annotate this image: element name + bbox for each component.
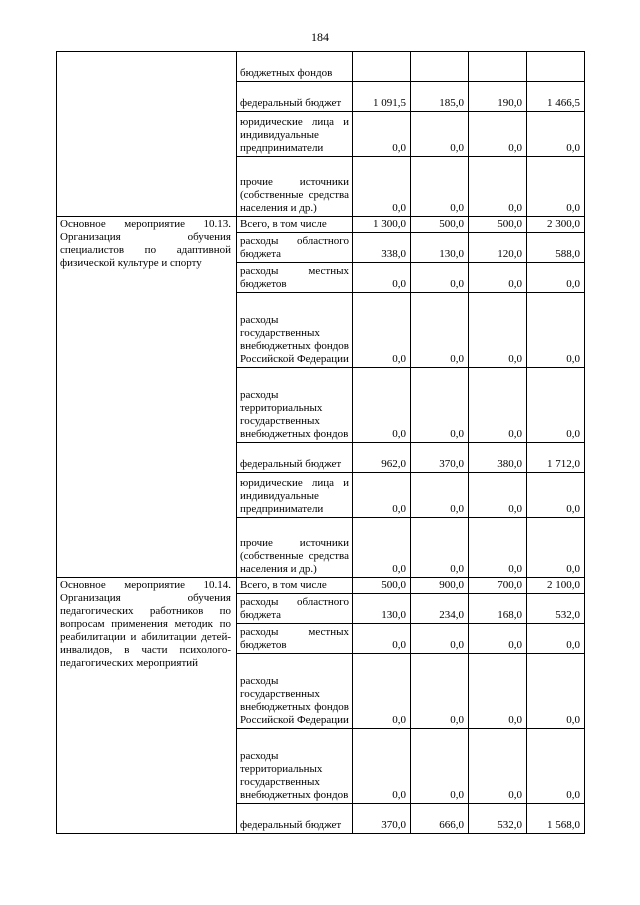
value-cell: 370,0 <box>411 443 469 473</box>
value-cell <box>469 52 527 82</box>
value-cell: 1 712,0 <box>527 443 585 473</box>
value-cell: 0,0 <box>353 473 411 518</box>
value-cell: 380,0 <box>469 443 527 473</box>
value-cell: 0,0 <box>411 157 469 217</box>
value-cell: 666,0 <box>411 804 469 834</box>
value-cell: 0,0 <box>469 473 527 518</box>
value-cell: 0,0 <box>353 293 411 368</box>
value-cell: 0,0 <box>527 368 585 443</box>
value-cell: 0,0 <box>469 518 527 578</box>
value-cell: 700,0 <box>469 578 527 594</box>
value-cell: 0,0 <box>527 112 585 157</box>
value-cell: 0,0 <box>527 293 585 368</box>
table-row <box>57 578 585 594</box>
value-cell: 0,0 <box>469 157 527 217</box>
value-cell: 900,0 <box>411 578 469 594</box>
value-cell: 0,0 <box>469 368 527 443</box>
value-cell: 0,0 <box>469 293 527 368</box>
source-cell: расходы территориальных государственных внебюджетных фондов <box>237 729 353 804</box>
value-cell: 2 300,0 <box>527 217 585 233</box>
value-cell: 962,0 <box>353 443 411 473</box>
value-cell: 0,0 <box>411 518 469 578</box>
value-cell: 0,0 <box>469 263 527 293</box>
value-cell: 0,0 <box>411 112 469 157</box>
source-cell: юридические лица и индивидуальные предприниматели <box>237 473 353 518</box>
event-cell: Основное мероприятие 10.13. Организация обучения специалистов по адаптивной физической культуре и спорту <box>57 217 237 578</box>
value-cell: 0,0 <box>353 729 411 804</box>
value-cell: 120,0 <box>469 233 527 263</box>
value-cell: 0,0 <box>411 473 469 518</box>
value-cell: 0,0 <box>469 112 527 157</box>
budget-table <box>56 51 585 834</box>
value-cell: 234,0 <box>411 594 469 624</box>
value-cell: 500,0 <box>411 217 469 233</box>
source-cell: Всего, в том числе <box>237 578 353 594</box>
value-cell: 0,0 <box>411 729 469 804</box>
value-cell: 0,0 <box>353 624 411 654</box>
value-cell: 0,0 <box>527 654 585 729</box>
source-cell: расходы местных бюджетов <box>237 263 353 293</box>
value-cell: 338,0 <box>353 233 411 263</box>
event-cell: Основное мероприятие 10.14. Организация обучения педагогических работников по вопросам применения методик по реабилитации и абилитации детей-инвалидов, в части психолого-педагогических мероприятий <box>57 578 237 834</box>
value-cell: 500,0 <box>353 578 411 594</box>
value-cell: 1 466,5 <box>527 82 585 112</box>
page-number: 184 <box>311 30 329 44</box>
source-cell: федеральный бюджет <box>237 804 353 834</box>
source-cell: Всего, в том числе <box>237 217 353 233</box>
value-cell: 500,0 <box>469 217 527 233</box>
source-cell: федеральный бюджет <box>237 443 353 473</box>
value-cell: 0,0 <box>527 157 585 217</box>
source-cell: расходы государственных внебюджетных фондов Российской Федерации <box>237 654 353 729</box>
value-cell: 0,0 <box>411 654 469 729</box>
value-cell <box>411 52 469 82</box>
value-cell: 185,0 <box>411 82 469 112</box>
event-cell <box>57 52 237 217</box>
table-row <box>57 217 585 233</box>
value-cell: 190,0 <box>469 82 527 112</box>
value-cell: 130,0 <box>411 233 469 263</box>
value-cell: 0,0 <box>353 263 411 293</box>
value-cell: 370,0 <box>353 804 411 834</box>
value-cell: 0,0 <box>469 729 527 804</box>
value-cell: 0,0 <box>353 157 411 217</box>
value-cell: 0,0 <box>353 112 411 157</box>
value-cell: 0,0 <box>527 263 585 293</box>
source-cell: расходы местных бюджетов <box>237 624 353 654</box>
source-cell: расходы областного бюджета <box>237 594 353 624</box>
value-cell: 1 091,5 <box>353 82 411 112</box>
value-cell: 1 300,0 <box>353 217 411 233</box>
source-cell: федеральный бюджет <box>237 82 353 112</box>
source-cell: прочие источники (собственные средства населения и др.) <box>237 157 353 217</box>
value-cell: 0,0 <box>353 654 411 729</box>
source-cell: расходы областного бюджета <box>237 233 353 263</box>
source-cell: юридические лица и индивидуальные предприниматели <box>237 112 353 157</box>
source-cell: прочие источники (собственные средства населения и др.) <box>237 518 353 578</box>
table-row <box>57 52 585 82</box>
value-cell: 0,0 <box>527 624 585 654</box>
value-cell <box>527 52 585 82</box>
value-cell: 1 568,0 <box>527 804 585 834</box>
value-cell: 0,0 <box>411 624 469 654</box>
value-cell: 168,0 <box>469 594 527 624</box>
value-cell: 0,0 <box>353 518 411 578</box>
value-cell: 532,0 <box>469 804 527 834</box>
value-cell: 0,0 <box>527 518 585 578</box>
value-cell: 0,0 <box>527 473 585 518</box>
value-cell: 0,0 <box>353 368 411 443</box>
source-cell: расходы государственных внебюджетных фондов Российской Федерации <box>237 293 353 368</box>
value-cell: 130,0 <box>353 594 411 624</box>
source-cell: расходы территориальных государственных внебюджетных фондов <box>237 368 353 443</box>
value-cell: 0,0 <box>411 263 469 293</box>
value-cell <box>353 52 411 82</box>
value-cell: 588,0 <box>527 233 585 263</box>
value-cell: 0,0 <box>411 293 469 368</box>
value-cell: 532,0 <box>527 594 585 624</box>
value-cell: 0,0 <box>411 368 469 443</box>
value-cell: 2 100,0 <box>527 578 585 594</box>
value-cell: 0,0 <box>469 654 527 729</box>
source-cell: бюджетных фондов <box>237 52 353 82</box>
value-cell: 0,0 <box>469 624 527 654</box>
value-cell: 0,0 <box>527 729 585 804</box>
